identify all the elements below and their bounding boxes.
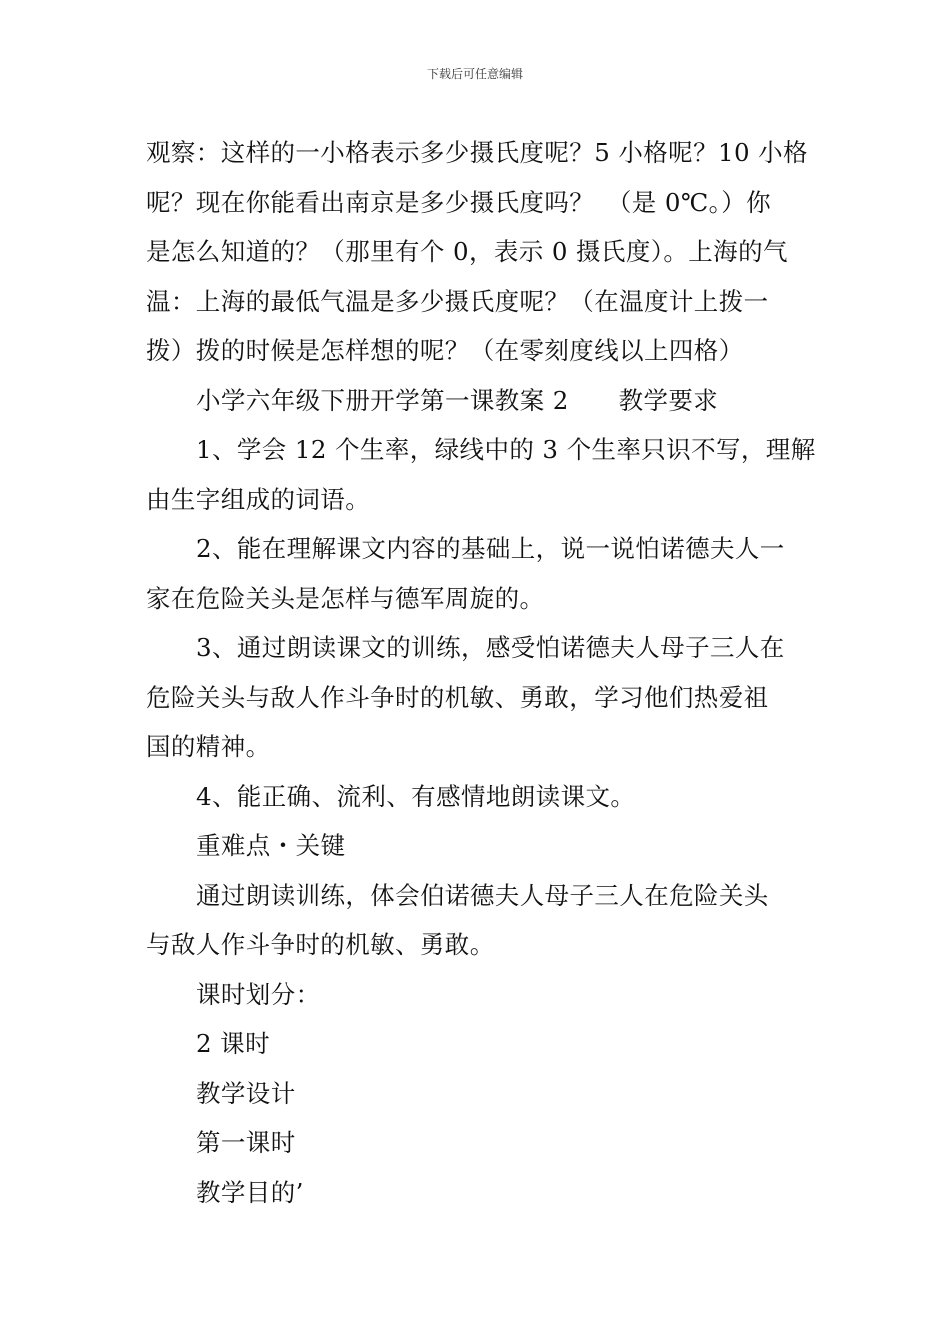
requirement-item-2: [146, 524, 810, 623]
document-body: [146, 128, 816, 1217]
text-line: 1、学会 12 个生率，绿线中的 3 个生率只识不写，理解: [196, 435, 816, 464]
page-header: 下载后可任意编辑: [426, 67, 523, 81]
text-line: 第一课时: [196, 1128, 296, 1157]
text-line: 教学设计: [196, 1078, 296, 1108]
text-line: 4、能正确、流利、有感情地朗读课文。: [196, 781, 636, 811]
requirement-item-3: [146, 623, 810, 772]
text-line: 教学目的’: [196, 1177, 304, 1207]
text-line: 温：上海的最低气温是多少摄氏度呢？（在温度计上拨一: [146, 286, 769, 316]
teaching-design-heading: [146, 1069, 810, 1119]
text-line: 课时划分：: [196, 979, 321, 1009]
key-points-text: [146, 871, 810, 970]
text-line: 3、通过朗读课文的训练，感受怕诺德夫人母子三人在: [196, 633, 785, 662]
text-line: 小学六年级下册开学第一课教案 2 教学要求: [196, 385, 719, 415]
text-line: 2 课时: [196, 1029, 270, 1058]
lesson-count: [146, 1019, 810, 1069]
text-line: 与敌人作斗争时的机敏、勇敢。: [146, 930, 495, 959]
text-line: 家在危险关头是怎样与德军周旋的。: [146, 583, 545, 613]
first-lesson-heading: [146, 1118, 810, 1168]
key-points-heading: [146, 821, 810, 871]
text-line: 通过朗读训练，体会伯诺德夫人母子三人在危险关头: [196, 880, 769, 910]
requirement-item-4: [146, 772, 810, 822]
text-line: 重难点・关键: [196, 831, 346, 860]
lesson-division-heading: [146, 970, 810, 1020]
text-line: 国的精神。: [146, 732, 271, 761]
requirement-item-1: [146, 425, 816, 524]
text-line: 观察：这样的一小格表示多少摄氏度呢？5 小格呢？10 小格: [146, 138, 808, 167]
text-line: 拨）拨的时候是怎样想的呢？（在零刻度线以上四格）: [146, 336, 744, 365]
text-line: 由生字组成的词语。: [146, 484, 371, 514]
paragraph: [146, 128, 810, 376]
teaching-objective-heading: [146, 1168, 810, 1218]
text-line: 2、能在理解课文内容的基础上，说一说怕诺德夫人一: [196, 534, 785, 563]
text-line: 危险关头与敌人作斗争时的机敏、勇敢，学习他们热爱祖: [146, 682, 769, 712]
section-title: [146, 376, 810, 426]
text-line: 呢？现在你能看出南京是多少摄氏度吗？ （是 0℃。）你: [146, 187, 772, 217]
text-line: 是怎么知道的？（那里有个 0，表示 0 摄氏度）。上海的气: [146, 237, 788, 266]
